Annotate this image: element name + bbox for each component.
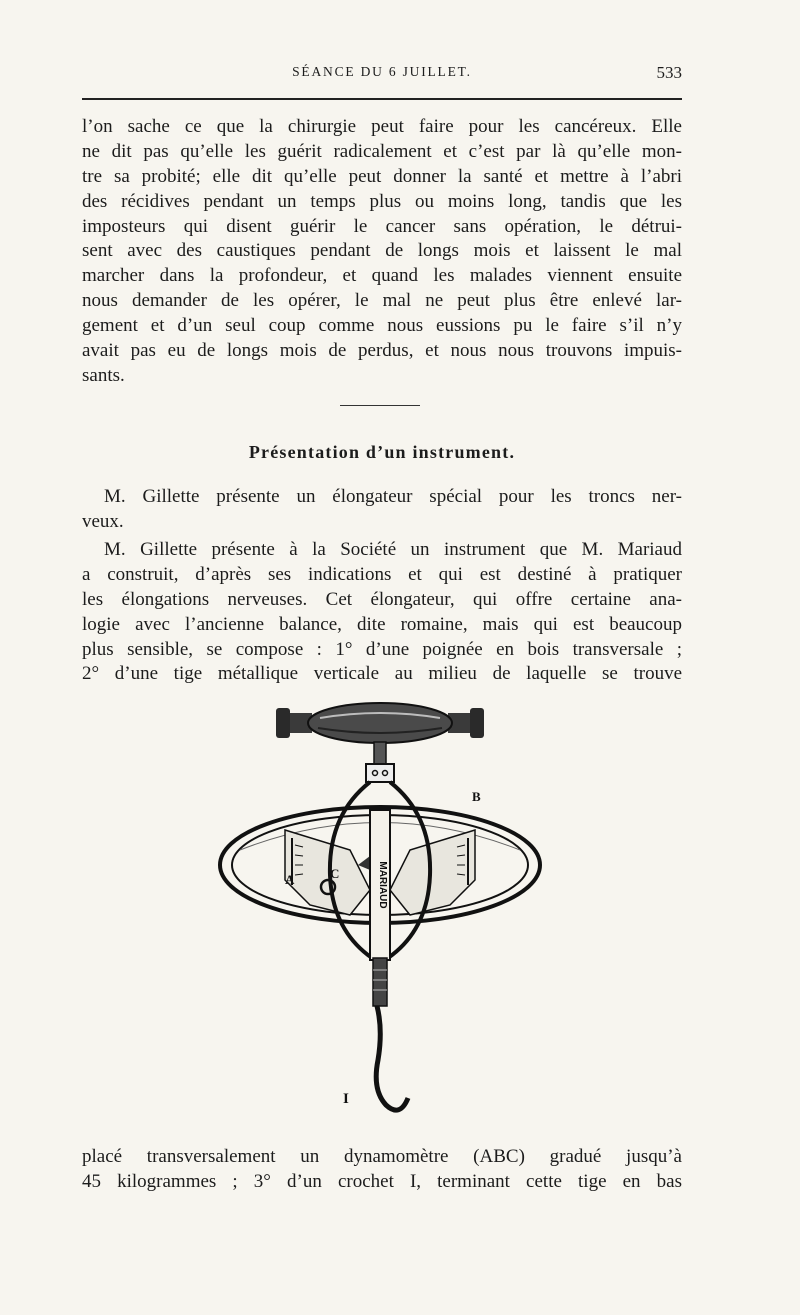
text-line: logie avec l’ancienne balance, dite romaine, mais qui est beaucoup — [82, 613, 682, 635]
text-line: M. Gillette présente à la Société un instrument que M. Mariaud — [104, 539, 682, 560]
paragraph-dynamometer — [82, 1145, 682, 1195]
elongator-figure — [200, 700, 560, 1130]
text-line: les élongations nerveuses. Cet élongateur, qui offre certaine ana- — [82, 588, 682, 610]
text-line: a construit, d’après ses indications et qui est destiné à pratiquer — [82, 563, 682, 585]
label-b: B — [472, 789, 481, 804]
text-line: imposteurs qui disent guérir le cancer sans opération, le détrui- — [82, 215, 682, 237]
text-line: 2° d’une tige métallique verticale au milieu de laquelle se trouve — [82, 663, 682, 685]
label-c: C — [330, 866, 340, 881]
paragraph-elongator-intro — [82, 485, 682, 535]
text-line: veux. — [82, 510, 124, 532]
text-line: placé transversalement un dynamomètre (ABC) gradué jusqu’à — [82, 1146, 682, 1167]
page-number: 533 — [656, 63, 682, 82]
running-head — [82, 64, 682, 88]
elongator-illustration — [200, 700, 560, 1130]
paragraph-cancer-surgery — [82, 115, 682, 389]
section-divider — [340, 405, 420, 406]
section-heading: Présentation d’un instrument. — [248, 442, 516, 462]
text-line: sants. — [82, 364, 125, 386]
paragraph-elongator-description — [82, 538, 682, 687]
header-rule — [82, 98, 682, 100]
text-line: l’on sache ce que la chirurgie peut faire pour les cancéreux. Elle — [82, 116, 682, 137]
text-line: nous demander de les opérer, le mal ne peut plus être enlevé lar- — [82, 290, 682, 312]
running-title: SÉANCE DU 6 JUILLET. — [292, 64, 472, 79]
top-clevis — [366, 764, 394, 782]
text-line: sent avec des caustiques pendant de longs mois et laissent le mal — [82, 240, 682, 262]
text-line: plus sensible, se compose : 1° d’une poignée en bois transversale ; — [82, 638, 682, 660]
text-line: des récidives pendant un temps plus ou moins long, tandis que les — [82, 190, 682, 212]
text-line: avait pas eu de longs mois de perdus, et nous nous trouvons impuis- — [82, 340, 682, 362]
wooden-handle — [276, 703, 484, 743]
maker-engraving: MARIAUD — [377, 861, 388, 909]
label-a: A — [285, 872, 295, 887]
text-line: ne dit pas qu’elle les guérit radicalement et c’est par là qu’elle mon- — [82, 140, 682, 162]
hook — [376, 1006, 408, 1110]
label-i: I — [343, 1091, 349, 1107]
text-line: marcher dans la profondeur, et quand les malades viennent ensuite — [82, 265, 682, 287]
text-line: gement et d’un seul coup comme nous eussions pu le faire s’il n’y — [82, 315, 682, 337]
text-line: tre sa probité; elle dit qu’elle peut donner la santé et mettre à l’abri — [82, 165, 682, 187]
lower-rod — [373, 958, 387, 1006]
text-line: 45 kilogrammes ; 3° d’un crochet I, terminant cette tige en bas — [82, 1170, 682, 1192]
text-line: M. Gillette présente un élongateur spécial pour les troncs ner- — [104, 486, 682, 507]
